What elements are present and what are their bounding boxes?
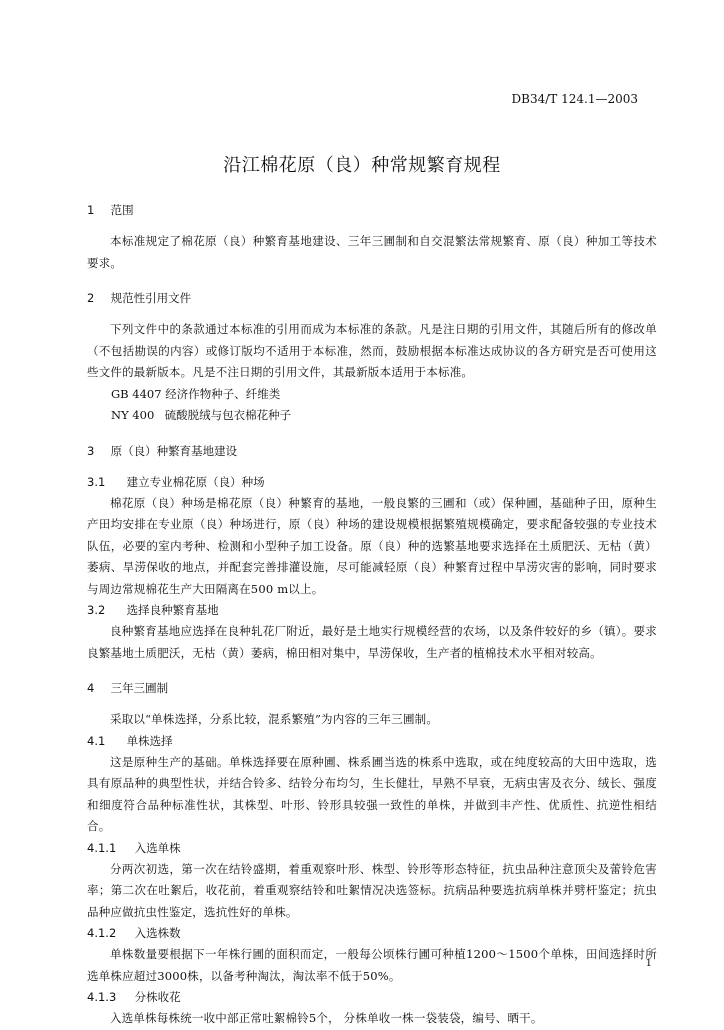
section-2-heading [87,288,657,309]
reference-item [87,384,657,406]
section-title: 范围 [110,203,134,217]
document-title: 沿江棉花原（良）种常规繁育规程 [223,155,501,176]
section-title: 单株选择 [126,733,173,748]
section-number: 2 [87,291,95,305]
section-4-heading [87,678,657,699]
section-title: 三年三圃制 [110,681,169,695]
section-3-2-heading [87,600,657,621]
section-1-text: 本标准规定了棉花原（良）种繁育基地建设、三年三圃制和自交混繁法常规繁育、原（良）种加工等技术要求。 [87,234,657,270]
reference-code: NY 400 [111,408,155,422]
reference-item [87,405,657,427]
section-number: 3.2 [87,603,106,617]
section-4-text: 采取以“单株选择，分系比较，混系繁殖”为内容的三年三圃制。 [110,712,439,726]
reference-code: GB 4407 [111,386,162,401]
section-number: 4.1.3 [87,990,117,1004]
section-title: 规范性引用文件 [110,291,192,305]
section-title: 分株收花 [134,990,181,1004]
section-1-heading [87,200,657,221]
section-4-1-heading [87,731,657,752]
reference-name: 经济作物种子、纤维类 [165,386,281,401]
section-number: 4 [87,681,95,695]
section-4-1-3-text: 入选单株每株统一收中部正常吐絮棉铃5个， 分株单收一株一袋装袋，编号、晒干。 [110,1011,543,1025]
section-title: 原（良）种繁育基地建设 [110,443,238,458]
section-number: 3 [87,443,95,458]
section-3-1-heading [87,472,657,493]
section-3-2-text: 良种繁育基地应选择在良种轧花厂附近，最好是土地实行规模经营的农场，以及条件较好的乡（镇）。要求良繁基地土质肥沃，无枯（黄）萎病，棉田相对集中，旱涝保收，生产者的植棉技术水平相对较高。 [87,624,657,660]
reference-name: 硫酸脱绒与包衣棉花种子 [164,408,292,422]
section-title: 选择良种繁育基地 [126,603,219,617]
section-4-1-1-heading [87,838,657,859]
section-number: 3.1 [87,474,106,489]
section-title: 建立专业棉花原（良）种场 [126,474,265,489]
section-3-1-text: 棉花原（良）种场是棉花原（良）种繁育的基地，一般良繁的三圃和（或）保种圃，基础种子田，原种生产田均安排在专业原（良）种场进行，原（良）种场的建设规模根据繁殖规模确定，要求配备较强的专业技术队伍，必要的室内考种、检测和小型种子加工设备。原（良）种的选繁基地要求选择在土质肥沃、无枯（黄）萎病、旱涝保收的地点，并配套完善排灌设施，尽可能减轻原（良）种繁育过程中旱涝灾害的影响，同时要求与周边常规棉花生产大田隔离在500 m以上。 [87,495,657,596]
section-4-1-text: 这是原种生产的基础。单株选择要在原种圃、株系圃当选的株系中选取，或在纯度较高的大田中选取，选具有原品种的典型性状，并结合铃多、结铃分布均匀，生长健壮，早熟不早衰，无病虫害及衣分、绒长、强度和细度符合品种标准性状，其株型、叶形、铃形具较强一致性的单株，并做到丰产性、优质性、抗逆性相结合。 [87,754,657,833]
section-4-1-3-heading [87,987,657,1008]
section-3-heading [87,441,657,462]
section-number: 4.1.1 [87,840,117,855]
document-body [87,200,657,1030]
page-number: 1 [645,958,652,969]
section-2-text: 下列文件中的条款通过本标准的引用而成为本标准的条款。凡是注日期的引用文件，其随后所有的修改单（不包括勘误的内容）或修订版均不适用于本标准，然而，鼓励根据本标准达成协议的各方研究是否可使用这些文件的最新版本。凡是不注日期的引用文件，其最新版本适用于本标准。 [87,322,657,379]
section-number: 1 [87,203,95,217]
standard-code: DB34/T 124.1—2003 [511,92,638,106]
section-number: 4.1.2 [87,926,117,940]
section-4-1-2-text: 单株数量要根据下一年株行圃的面积而定，一般每公顷株行圃可种植1200～1500个单株，田间选择时所选单株应超过3000株，以备考种淘汰，淘汰率不低于50%。 [87,947,657,983]
section-title: 入选株数 [134,926,181,940]
section-4-1-1-text: 分两次初选，第一次在结铃盛期，着重观察叶形、株型、铃形等形态特征，抗虫品种注意顶尖及蕾铃危害率；第二次在吐絮后，收花前，着重观察结铃和吐絮情况决选签标。抗病品种要选抗病单株并劈杆鉴定；抗虫品种应做抗虫性鉴定，选抗性好的单株。 [87,861,657,919]
section-4-1-2-heading [87,923,657,944]
section-title: 入选单株 [134,840,181,855]
section-number: 4.1 [87,733,106,748]
